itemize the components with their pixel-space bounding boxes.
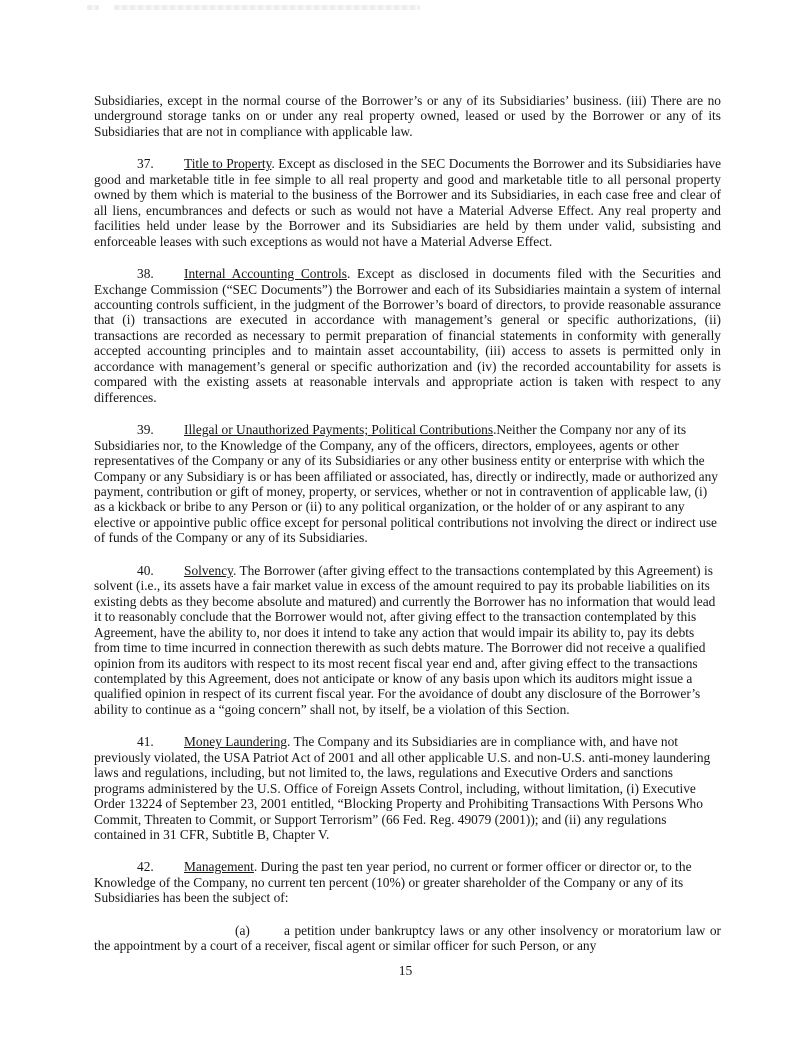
section-heading: Management: [184, 859, 254, 875]
section-number: 37.: [137, 156, 154, 172]
subsection-text: a petition under bankruptcy laws or any other insolvency or moratorium law or the appointment by a court of a receiver, fiscal agent or similar officer for such Person, or any: [94, 922, 721, 954]
section-heading: Illegal or Unauthorized Payments; Political Contributions: [184, 422, 494, 438]
faint-scan-text-artifact: [114, 5, 420, 10]
document-body: [94, 93, 721, 971]
section-number: 42.: [137, 859, 154, 875]
heading-separator: .: [232, 562, 240, 578]
section-heading: Internal Accounting Controls: [184, 266, 347, 282]
heading-separator: .: [493, 422, 497, 438]
section-42-paragraph: [94, 859, 721, 905]
faint-scan-text-artifact: [87, 5, 99, 10]
section-heading: Title to Property: [184, 156, 272, 172]
section-number: 38.: [137, 266, 154, 282]
section-text: The Company and its Subsidiaries are in compliance with, and have not previously violated, the USA Patriot Act of 2001 and all other applicable U.S. and non-U.S. anti-money laundering laws and regulations, including, but not limited to, the laws, regulations and Executive Orders and sanctions programs administered by the U.S. Office of Foreign Assets Control, including, without limitation, (i) Executive Order 13224 of September 23, 2001 entitled, “Blocking Property and Prohibiting Transactions With Persons Who Commit, Threaten to Commit, or Support Terrorism” (66 Fed. Reg. 49079 (2001)); and (ii) any regulations contained in 31 CFR, Subtitle B, Chapter V.: [94, 734, 711, 843]
section-text: Neither the Company nor any of its Subsidiaries nor, to the Knowledge of the Company, any of the officers, directors, employees, agents or other representatives of the Company or any of its Subsidiaries or any other business entity or enterprise with which the Company or any Subsidiary is or has been affiliated or associated, has, directly or indirectly, made or authorized any payment, contribution or gift of money, property, or services, whether or not in contravention of applicable law, (i) as a kickback or bribe to any Person or (ii) to any political organization, or the holder of or any aspirant to any elective or appointive public office except for personal political contributions not involving the direct or indirect use of funds of the Company or any of its Subsidiaries.: [94, 422, 718, 546]
section-text: Except as disclosed in documents filed with the Securities and Exchange Commission (“SEC Documents”) the Borrower and each of its Subsidiaries maintain a system of internal accounting controls sufficient, in the judgment of the Borrower’s board of directors, to provide reasonable assurance that (i) transactions are executed in accordance with management’s general or specific authorizations, (ii) transactions are recorded as necessary to permit preparation of financial statements in conformity with generally accepted accounting principles and to maintain asset accountability, (iii) access to assets is permitted only in accordance with management’s general or specific authorization and (iv) the recorded accountability for assets is compared with the existing assets at reasonable intervals and appropriate action is taken with respect to any differences.: [94, 266, 721, 405]
section-number: 39.: [137, 422, 154, 438]
section-40-paragraph: [94, 563, 721, 718]
section-text: The Borrower (after giving effect to the transactions contemplated by this Agreement) is solvent (i.e., its assets have a fair market value in excess of the amount required to pay its probable liabilities on its existing debts as they become absolute and matured) and currently the Borrower has no information that would lead it to reasonably conclude that the Borrower would not, after giving effect to the transaction contemplated by this Agreement, have the ability to, nor does it intend to take any action that would impair its ability to, pay its debts from time to time incurred in connection therewith as such debts mature. The Borrower did not receive a qualified opinion from its auditors with respect to its most recent fiscal year end and, after giving effect to the transactions contemplated by this Agreement, does not anticipate or know of any basis upon which its auditors might issue a qualified opinion in respect of its current fiscal year. For the avoidance of doubt any disclosure of the Borrower’s ability to continue as a “going concern” shall not, by itself, be a violation of this Section.: [94, 562, 716, 717]
page-number: 15: [398, 963, 413, 978]
section-38-paragraph: [94, 266, 721, 405]
section-37-paragraph: [94, 156, 721, 249]
section-41-paragraph: [94, 734, 721, 842]
section-text: Except as disclosed in the SEC Documents the Borrower and its Subsidiaries have good and marketable title in fee simple to all real property and good and marketable title to all personal property owned by them which is material to the business of the Borrower and its Subsidiaries, in each case free and clear of all liens, encumbrances and defects or such as would not have a Material Adverse Effect. Any real property and facilities held under lease by the Borrower and its Subsidiaries are held by them under valid, subsisting and enforceable leases with such exceptions as would not have a Material Adverse Effect.: [94, 156, 722, 249]
section-39-paragraph: [94, 422, 721, 546]
subsection-a-paragraph: [94, 923, 721, 954]
section-text: During the past ten year period, no current or former officer or director or, to the Knowledge of the Company, no current ten percent (10%) or greater shareholder of the Company or any of its Subsidiaries has been the subject of:: [94, 859, 692, 906]
continuation-paragraph: Subsidiaries, except in the normal course of the Borrower’s or any of its Subsidiaries’ business. (iii) There are no underground storage tanks on or under any real property owned, leased or used by the Borrower or any of its Subsidiaries that are not in compliance with applicable law.: [94, 93, 721, 139]
heading-separator: .: [253, 859, 261, 875]
subsection-label: (a): [235, 922, 250, 938]
heading-separator: .: [287, 734, 294, 750]
section-heading: Money Laundering: [184, 734, 288, 750]
section-heading: Solvency: [184, 562, 233, 578]
heading-separator: .: [346, 266, 358, 282]
heading-separator: .: [271, 156, 279, 172]
section-number: 41.: [137, 734, 154, 750]
section-number: 40.: [137, 562, 154, 578]
